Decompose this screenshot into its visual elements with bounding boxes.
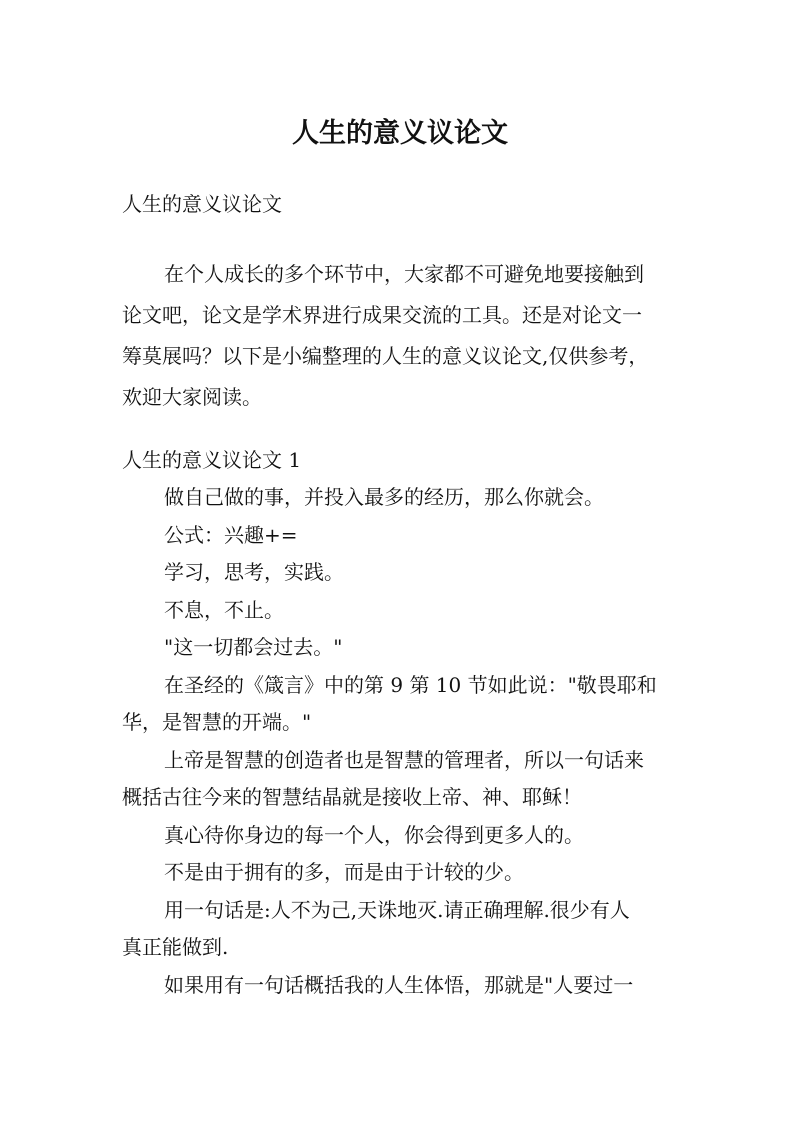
body-line: 概括古往今来的智慧结晶就是接收上帝、神、耶稣！ <box>122 785 582 809</box>
body-line: 用一句话是:人不为己,天诛地灭.请正确理解.很少有人 <box>164 897 630 922</box>
spacer <box>122 418 682 442</box>
intro-line: 欢迎大家阅读。 <box>122 384 262 409</box>
document-subtitle: 人生的意义议论文 <box>122 192 282 216</box>
body-line: 在圣经的《箴言》中的第 9 第 10 节如此说："敬畏耶和 <box>164 672 657 697</box>
body-line: 公式：兴趣+= <box>164 522 298 547</box>
body-line: 如果用有一句话概括我的人生体悟，那就是"人要过一 <box>164 972 634 997</box>
document-body <box>122 186 682 1004</box>
body-line: 真心待你身边的每一个人，你会得到更多人的。 <box>164 822 584 847</box>
body-line: 上帝是智慧的创造者也是智慧的管理者，所以一句话来 <box>164 747 644 772</box>
document-title: 人生的意义议论文 <box>292 118 508 150</box>
body-line: 做自己做的事，并投入最多的经历，那么你就会。 <box>164 485 604 509</box>
body-line: 学习，思考，实践。 <box>164 560 344 584</box>
intro-line: 筹莫展吗？以下是小编整理的人生的意义议论文,仅供参考， <box>122 343 649 368</box>
spacer <box>122 224 682 254</box>
body-line: 不是由于拥有的多，而是由于计较的少。 <box>164 860 524 884</box>
section-heading: 人生的意义议论文 1 <box>122 447 302 472</box>
body-line: 不息，不止。 <box>164 597 284 622</box>
intro-line: 在个人成长的多个环节中，大家都不可避免地要接触到 <box>164 261 644 286</box>
body-line: 真正能做到. <box>122 935 229 959</box>
intro-line: 论文吧，论文是学术界进行成果交流的工具。还是对论文一 <box>122 302 642 327</box>
body-line: "这一切都会过去。" <box>164 635 343 659</box>
body-line: 华，是智慧的开端。" <box>122 710 312 734</box>
intro-paragraph <box>122 254 682 418</box>
